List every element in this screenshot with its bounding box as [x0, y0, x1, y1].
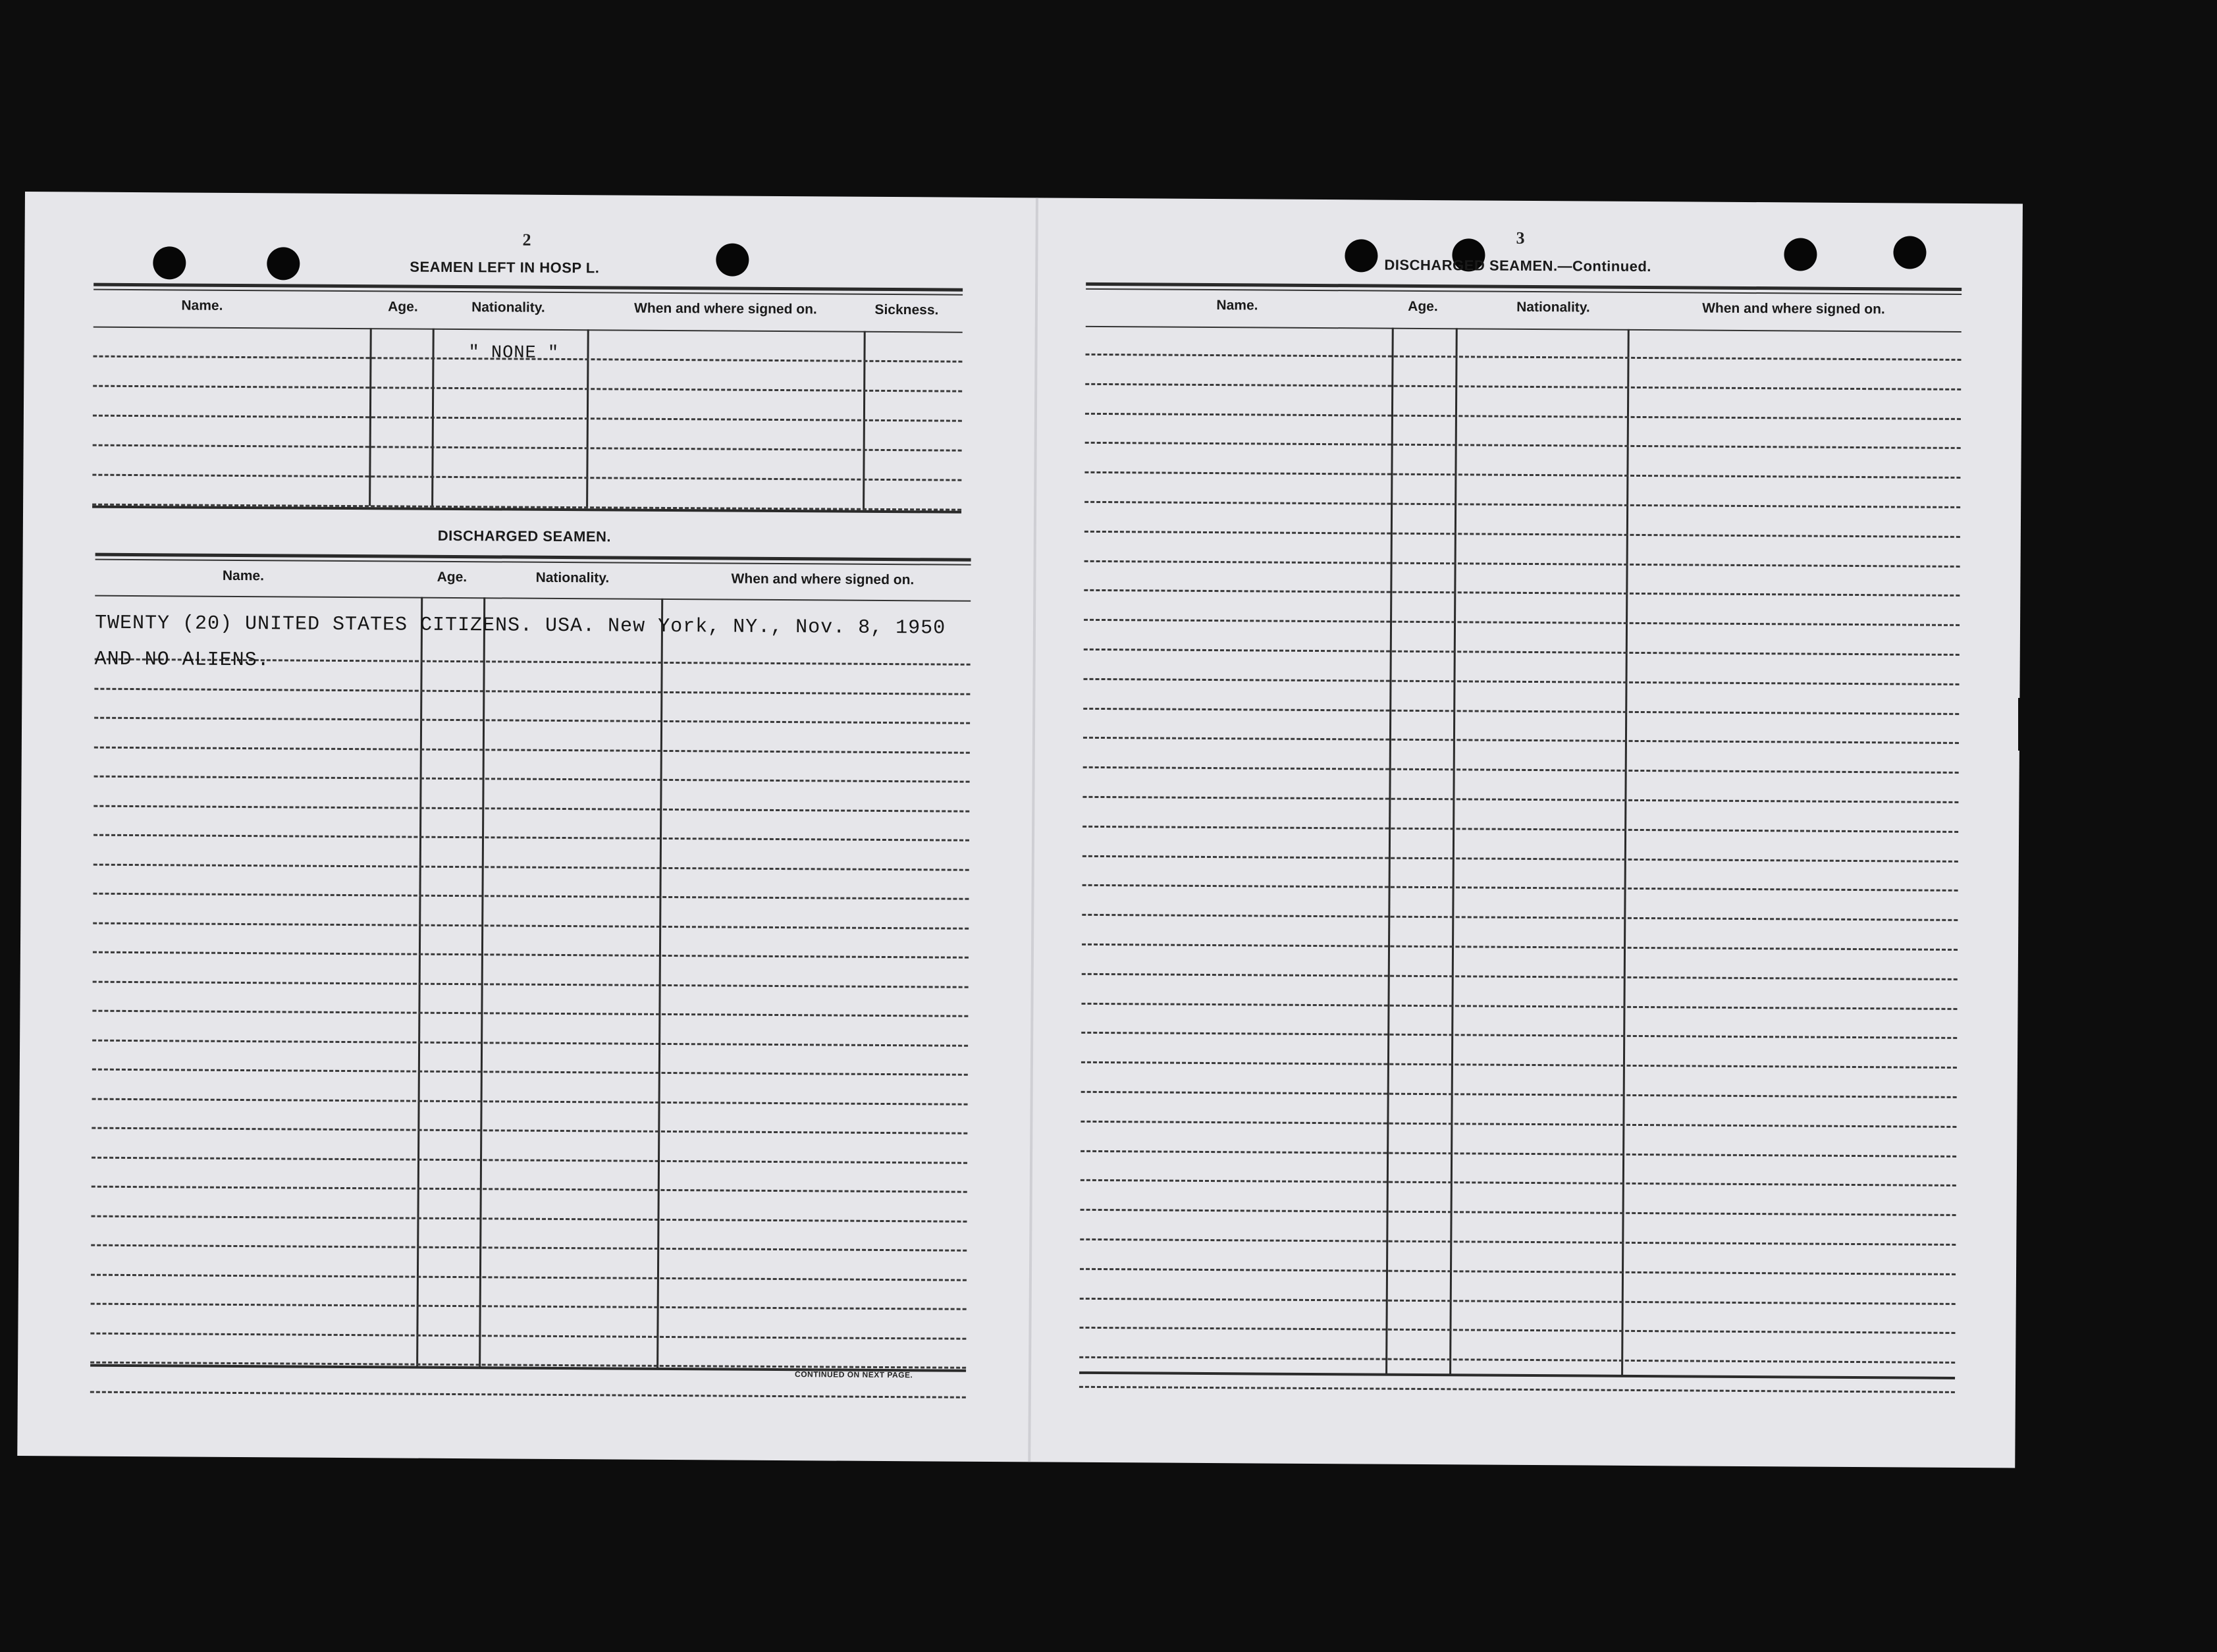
ruled-line: [1079, 1356, 1955, 1364]
ruled-line: [93, 805, 969, 812]
ruled-line: [1082, 826, 1958, 833]
document-sheet: [17, 192, 2023, 1468]
ruled-line: [1082, 914, 1958, 921]
punch-hole: [153, 246, 186, 279]
ruled-line: [1081, 1032, 1957, 1039]
ruled-line: [1080, 1297, 1956, 1304]
ruled-line: [94, 776, 970, 783]
ruled-line: [1084, 560, 1960, 567]
ruled-line: [93, 834, 969, 841]
discharged-section-title: DISCHARGED SEAMEN.: [437, 527, 612, 545]
hospital-rows: [92, 283, 963, 519]
torn-edge: [2018, 698, 2027, 751]
discharged-col-age: Age.: [437, 569, 467, 585]
ruled-line: [1084, 649, 1960, 656]
ruled-line: [93, 385, 962, 392]
ruled-line: [93, 922, 969, 929]
ruled-line: [1084, 619, 1960, 626]
typed-line-2: AND NO ALIENS.: [94, 648, 270, 672]
ruled-line: [1083, 707, 1959, 714]
ruled-line: [93, 863, 969, 870]
punch-hole: [1893, 236, 1926, 269]
ruled-line: [1081, 1121, 1956, 1128]
discharged-col-nationality: Nationality.: [535, 570, 610, 586]
ruled-line: [1084, 531, 1960, 538]
ruled-line: [94, 717, 970, 724]
ruled-line: [91, 1215, 967, 1222]
hospital-col-name: Name.: [181, 298, 223, 313]
ruled-line: [94, 687, 970, 695]
page-number-left: 2: [522, 230, 531, 250]
punch-hole: [1784, 238, 1817, 271]
page-number-right: 3: [1516, 228, 1525, 248]
ruled-line: [1085, 442, 1961, 449]
hospital-col-nationality: Nationality.: [471, 300, 545, 315]
ruled-line: [1083, 766, 1959, 774]
ruled-line: [1081, 1061, 1957, 1069]
ruled-line: [94, 746, 970, 753]
ruled-line: [1080, 1239, 1956, 1246]
ruled-line: [1081, 1002, 1957, 1009]
ruled-line: [1086, 354, 1962, 361]
ruled-line: [92, 1039, 968, 1046]
ruled-line: [1082, 884, 1958, 892]
discharged-rows-left: [90, 553, 971, 1378]
hospital-section-title: SEAMEN LEFT IN HOSP L.: [410, 258, 600, 277]
punch-hole: [1345, 239, 1377, 272]
ruled-line: [92, 1069, 968, 1076]
ruled-line: [1079, 1386, 1955, 1393]
ruled-line: [91, 1303, 967, 1310]
punch-hole: [267, 247, 300, 280]
ruled-line: [1084, 501, 1960, 508]
ruled-line: [92, 1156, 967, 1163]
hospital-table: [92, 283, 963, 519]
ruled-line: [93, 415, 962, 422]
ruled-line: [93, 980, 969, 988]
ruled-line: [90, 1391, 966, 1398]
discharged-table-left: [90, 553, 971, 1378]
ruled-line: [1085, 412, 1961, 419]
ruled-line: [1083, 678, 1959, 685]
punch-hole: [716, 243, 749, 276]
page-fold: [1028, 198, 1038, 1462]
ruled-line: [1082, 944, 1958, 951]
right-col-nationality: Nationality.: [1516, 299, 1590, 315]
continued-note: CONTINUED ON NEXT PAGE.: [795, 1370, 913, 1380]
ruled-line: [1082, 855, 1958, 862]
ruled-line: [1081, 1209, 1956, 1216]
ruled-line: [1082, 973, 1958, 980]
ruled-line: [91, 1273, 967, 1281]
typed-line-1: TWENTY (20) UNITED STATES CITIZENS. USA. New York, NY., Nov. 8, 1950: [94, 612, 946, 640]
ruled-line: [1084, 471, 1960, 479]
hospital-col-age: Age.: [388, 299, 418, 315]
right-col-age: Age.: [1408, 298, 1438, 315]
discharged-col-name: Name.: [222, 568, 265, 584]
hospital-none-entry: " NONE ": [468, 343, 560, 363]
ruled-line: [93, 893, 969, 900]
ruled-line: [1081, 1150, 1956, 1157]
ruled-line: [1084, 589, 1960, 597]
ruled-line: [1080, 1268, 1956, 1275]
ruled-line: [1081, 1091, 1957, 1098]
ruled-line: [1082, 796, 1958, 803]
ruled-line: [1079, 1327, 1955, 1334]
ruled-line: [92, 1010, 968, 1017]
ruled-line: [92, 1127, 967, 1134]
ruled-line: [90, 1332, 966, 1339]
ruled-line: [92, 1186, 967, 1193]
hospital-col-signed-on: When and where signed on.: [634, 300, 817, 317]
ruled-line: [93, 444, 962, 452]
ruled-line: [91, 1244, 967, 1252]
ruled-line: [93, 951, 969, 959]
right-col-signed-on: When and where signed on.: [1702, 300, 1885, 317]
hospital-col-sickness: Sickness.: [874, 302, 939, 318]
discharged-rows-right: [1079, 282, 1962, 1384]
discharged-col-signed-on: When and where signed on.: [731, 571, 915, 588]
ruled-line: [92, 474, 961, 481]
right-col-name: Name.: [1216, 298, 1258, 313]
discharged-table-right: [1079, 282, 1962, 1384]
ruled-line: [1085, 383, 1961, 390]
ruled-line: [92, 1098, 968, 1105]
right-section-title: DISCHARGED SEAMEN.—Continued.: [1384, 256, 1652, 275]
ruled-line: [1083, 737, 1959, 744]
ruled-line: [1081, 1179, 1956, 1186]
